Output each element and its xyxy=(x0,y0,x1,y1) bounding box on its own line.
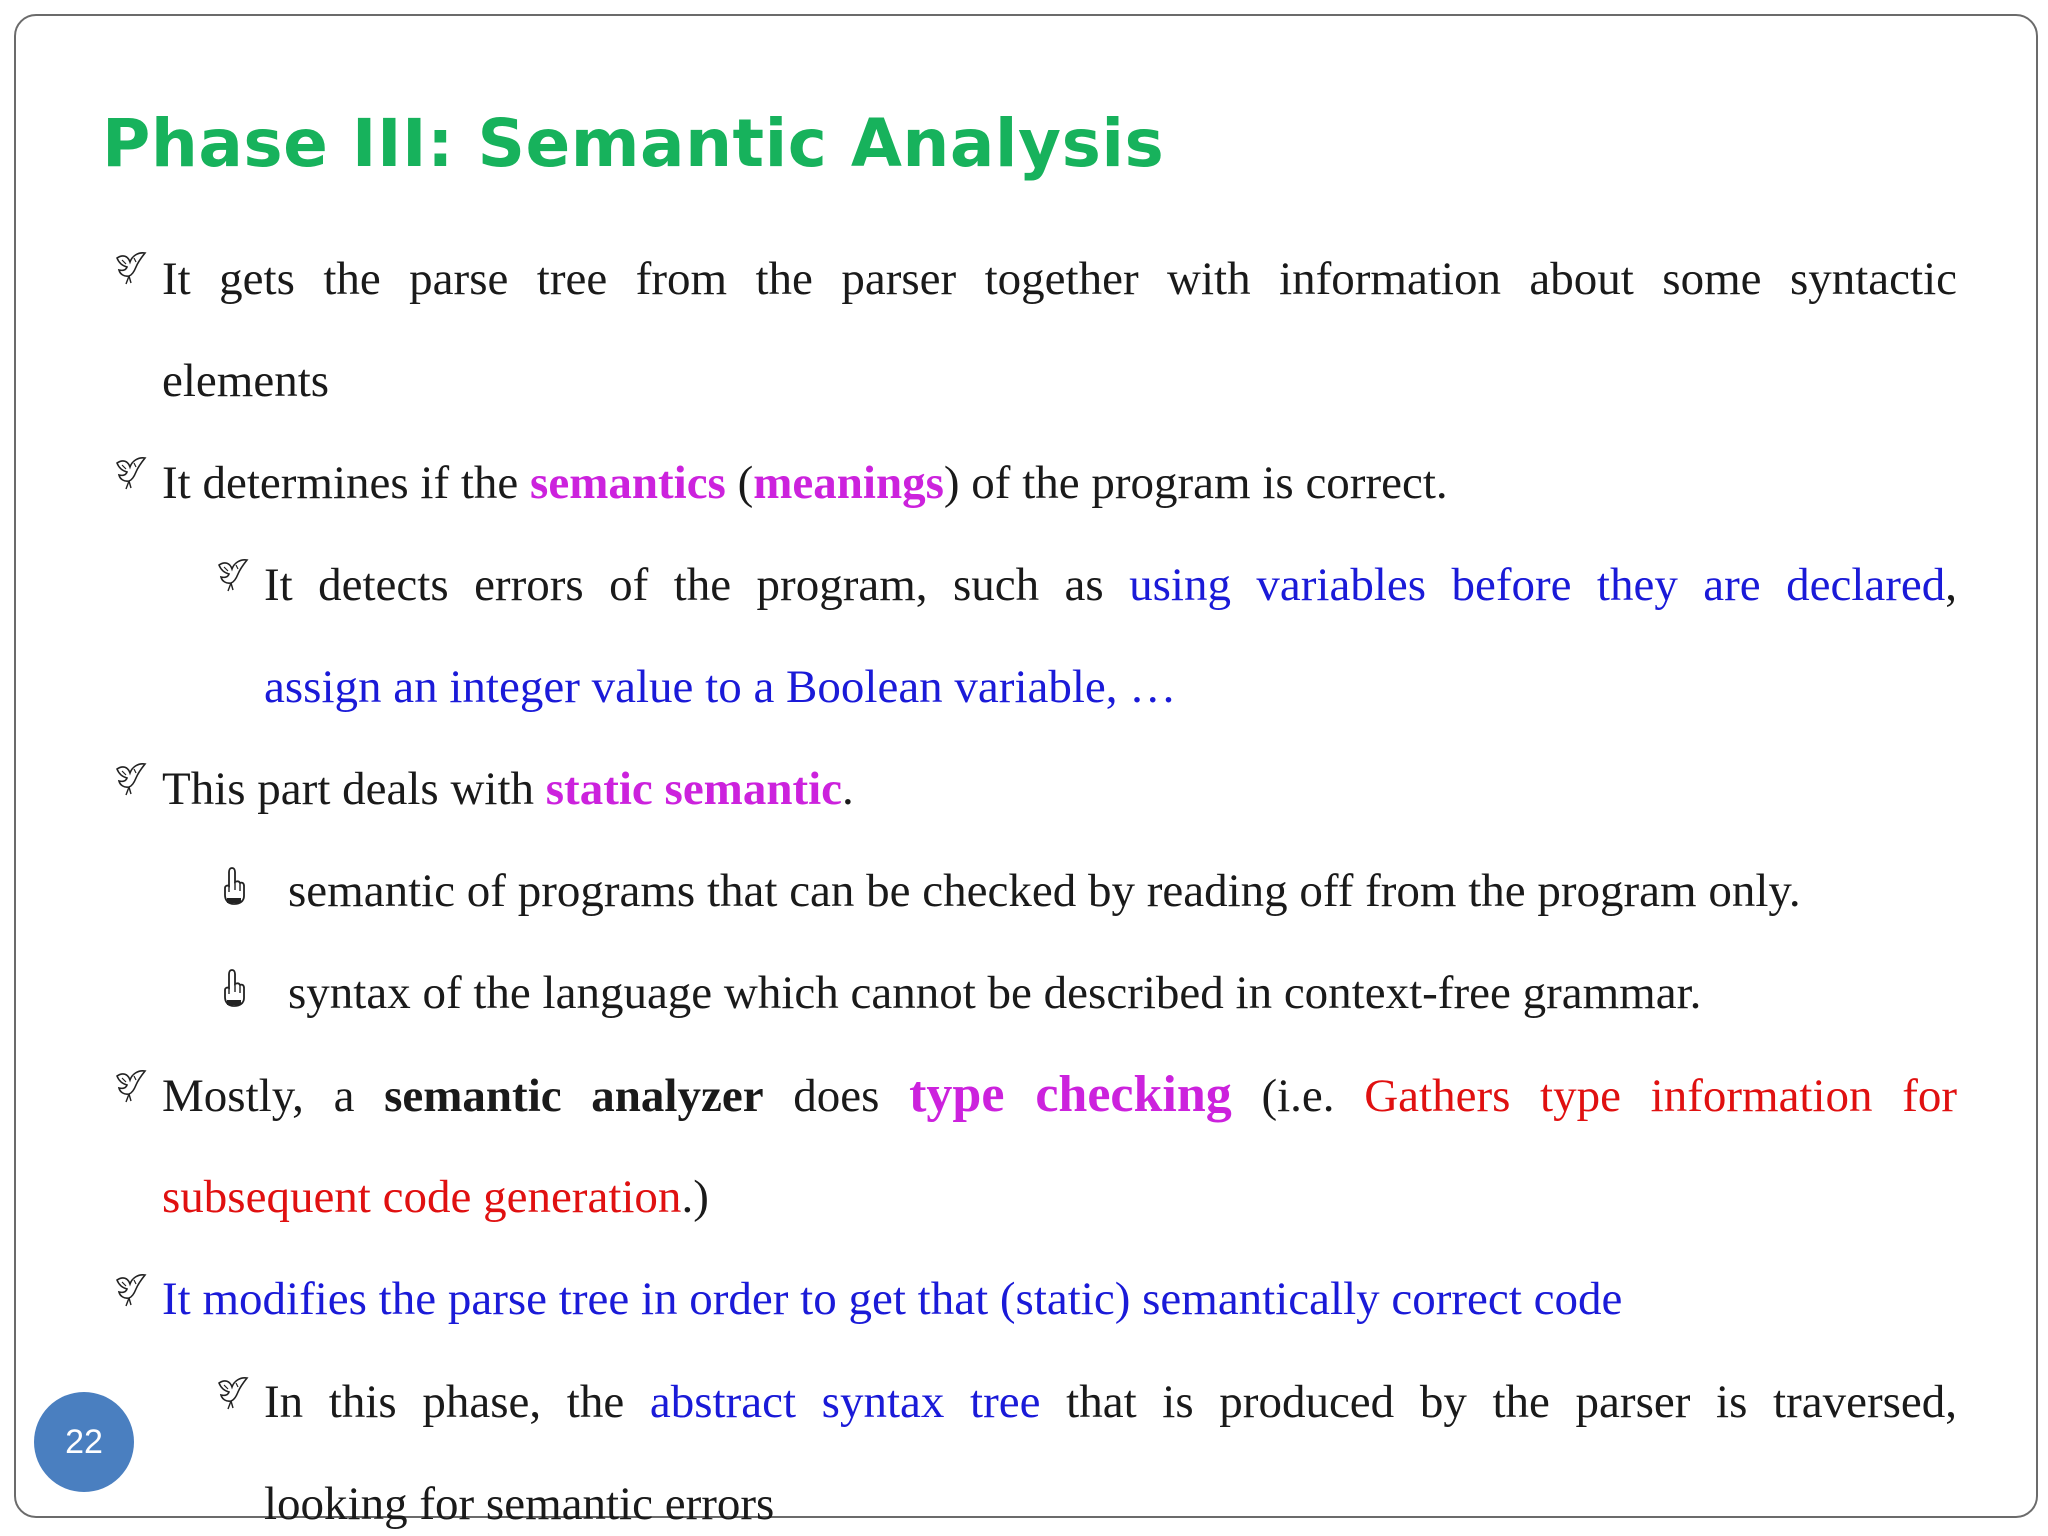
red-type-information: Gathers type information for xyxy=(1364,1070,1958,1122)
bullet-4-text: This part deals with xyxy=(162,763,546,815)
bullet-2-line xyxy=(162,453,1448,513)
term-semantic-analyzer: semantic analyzer xyxy=(384,1070,764,1122)
bird-bullet-icon xyxy=(216,1375,250,1417)
bullet-3-text: It detects errors of the program, such as xyxy=(264,559,1130,611)
bird-bullet-icon xyxy=(114,455,148,497)
sub-bullet-1: semantic of programs that can be checked by reading off from the program only. xyxy=(288,865,1801,917)
bullet-7-line-2: looking for semantic errors xyxy=(264,1478,775,1530)
bullet-5-close: .) xyxy=(681,1171,709,1223)
bullet-7-text: In this phase, the xyxy=(264,1376,650,1428)
bullet-5-does: does xyxy=(793,1070,910,1122)
bullet-6-line: It modifies the parse tree in order to get that (static) semantically correct code xyxy=(162,1273,1623,1325)
bullet-3-line-1 xyxy=(264,555,1957,615)
highlight-abstract-syntax-tree: abstract syntax tree xyxy=(649,1376,1041,1428)
highlight-undeclared-variables: using variables before they are declared xyxy=(1129,559,1946,611)
bullet-5-ie: (i.e. xyxy=(1261,1070,1365,1122)
bullet-2-paren: ( xyxy=(725,457,754,509)
sub-bullet-2: syntax of the language which cannot be described in context-free grammar. xyxy=(288,967,1702,1019)
term-static-semantic: static semantic xyxy=(545,763,843,815)
bullet-5-line-1 xyxy=(162,1065,1957,1126)
pointing-hand-icon xyxy=(222,968,246,1008)
bird-bullet-icon xyxy=(216,557,250,599)
bird-bullet-icon xyxy=(114,761,148,803)
bullet-7-line-1 xyxy=(264,1372,1957,1432)
bullet-2-rest: ) of the program is correct. xyxy=(943,457,1448,509)
bird-bullet-icon xyxy=(114,1272,148,1314)
bullet-4-period: . xyxy=(842,763,854,815)
bullet-5-line-2 xyxy=(162,1167,709,1227)
bullet-4-line xyxy=(162,759,854,819)
bullet-3-comma: , xyxy=(1945,559,1957,611)
bullet-3-line-2: assign an integer value to a Boolean variable, … xyxy=(264,661,1177,713)
bullet-5-text: Mostly, a xyxy=(162,1070,385,1122)
red-code-generation: subsequent code generation xyxy=(162,1171,682,1223)
bird-bullet-icon xyxy=(114,1068,148,1110)
slide-title: Phase III: Semantic Analysis xyxy=(102,105,1165,182)
bullet-2-text: It determines if the xyxy=(162,457,531,509)
bullet-1-line-2: elements xyxy=(162,355,330,407)
page-number-badge: 22 xyxy=(34,1392,134,1492)
bird-bullet-icon xyxy=(114,250,148,292)
term-meanings: meanings xyxy=(753,457,944,509)
term-type-checking: type checking xyxy=(909,1066,1232,1123)
bullet-7-rest: that is produced by the parser is traversed, xyxy=(1066,1376,1958,1428)
term-semantics: semantics xyxy=(530,457,726,509)
pointing-hand-icon xyxy=(222,866,246,906)
bullet-1-line-1: It gets the parse tree from the parser together with information about some syntactic xyxy=(162,253,1957,305)
